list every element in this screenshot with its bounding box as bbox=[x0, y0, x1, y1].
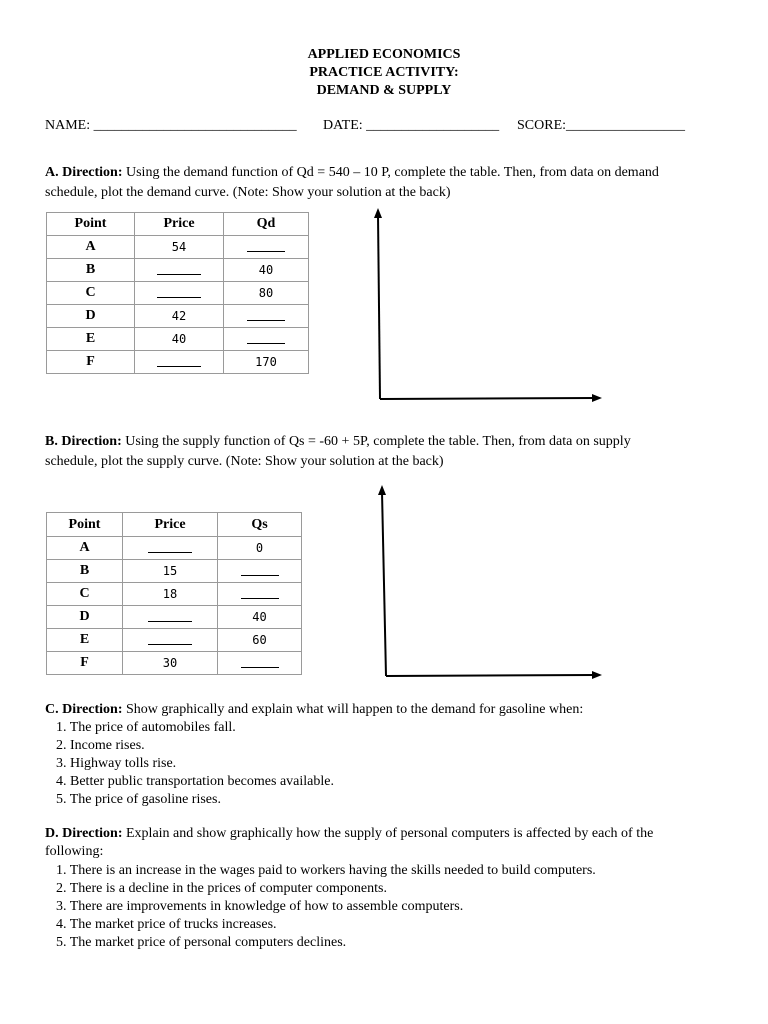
title-line-2: PRACTICE ACTIVITY: bbox=[309, 65, 459, 80]
q-cell: 170 bbox=[224, 351, 309, 374]
q-cell: 40 bbox=[224, 259, 309, 282]
answer-blank bbox=[135, 259, 224, 282]
q-cell: 80 bbox=[224, 282, 309, 305]
supply-graph-axes bbox=[365, 482, 615, 682]
point-cell: F bbox=[47, 652, 123, 675]
blank-line bbox=[241, 563, 279, 576]
point-cell: C bbox=[47, 583, 123, 606]
col-header-qs: Qs bbox=[218, 513, 302, 537]
price-cell: 30 bbox=[123, 652, 218, 675]
title-line-3: DEMAND & SUPPLY bbox=[316, 83, 452, 98]
col-header-price: Price bbox=[123, 513, 218, 537]
table-row bbox=[47, 606, 302, 629]
answer-blank bbox=[123, 629, 218, 652]
point-cell: F bbox=[47, 351, 135, 374]
section-b-direction bbox=[45, 434, 631, 450]
list-item: 3. Highway tolls rise. bbox=[56, 756, 177, 771]
blank-line bbox=[241, 586, 279, 599]
section-c-list bbox=[56, 719, 334, 809]
answer-blank bbox=[218, 652, 302, 675]
table-row bbox=[47, 537, 302, 560]
point-cell: E bbox=[47, 328, 135, 351]
score-field: SCORE:_________________ bbox=[517, 118, 686, 133]
blank-line bbox=[247, 308, 285, 321]
q-cell: 0 bbox=[218, 537, 302, 560]
demand-graph-axes bbox=[360, 205, 610, 405]
blank-line bbox=[148, 632, 192, 645]
col-header-price: Price bbox=[135, 213, 224, 236]
section-b-text-2: schedule, plot the supply curve. (Note: Show your solution at the back) bbox=[45, 454, 444, 469]
point-cell: E bbox=[47, 629, 123, 652]
col-header-qd: Qd bbox=[224, 213, 309, 236]
table-row bbox=[47, 351, 309, 374]
col-header-point: Point bbox=[47, 513, 123, 537]
table-row bbox=[47, 560, 302, 583]
section-c-direction bbox=[45, 702, 583, 718]
section-d-label: D. Direction: bbox=[45, 826, 123, 841]
table-row bbox=[47, 259, 309, 282]
section-c-label: C. Direction: bbox=[45, 702, 123, 717]
point-cell: B bbox=[47, 560, 123, 583]
answer-blank bbox=[224, 305, 309, 328]
point-cell: A bbox=[47, 236, 135, 259]
price-cell: 42 bbox=[135, 305, 224, 328]
table-row bbox=[47, 583, 302, 606]
date-field: DATE: ___________________ bbox=[323, 118, 500, 133]
answer-blank bbox=[224, 328, 309, 351]
price-cell: 40 bbox=[135, 328, 224, 351]
point-cell: B bbox=[47, 259, 135, 282]
table-row bbox=[47, 328, 309, 351]
answer-blank bbox=[218, 560, 302, 583]
answer-blank bbox=[135, 351, 224, 374]
section-b-label: B. Direction: bbox=[45, 434, 122, 449]
list-item: 1. The price of automobiles fall. bbox=[56, 720, 236, 735]
blank-line bbox=[148, 609, 192, 622]
blank-line bbox=[247, 239, 285, 252]
point-cell: D bbox=[47, 305, 135, 328]
point-cell: C bbox=[47, 282, 135, 305]
answer-blank bbox=[123, 606, 218, 629]
section-a-label: A. Direction: bbox=[45, 165, 123, 180]
list-item: 5. The price of gasoline rises. bbox=[56, 792, 221, 807]
name-field: NAME: _____________________________ bbox=[45, 118, 297, 133]
q-cell: 60 bbox=[218, 629, 302, 652]
table-row bbox=[47, 282, 309, 305]
demand-table bbox=[46, 212, 309, 374]
section-a-text-1: Using the demand function of Qd = 540 – 10 P, complete the table. Then, from data on demand bbox=[122, 165, 659, 180]
point-cell: D bbox=[47, 606, 123, 629]
list-item: 4. Better public transportation becomes available. bbox=[56, 774, 334, 789]
blank-line bbox=[157, 354, 201, 367]
list-item: 1. There is an increase in the wages paid to workers having the skills needed to build computers. bbox=[56, 863, 596, 878]
blank-line bbox=[247, 331, 285, 344]
price-cell: 18 bbox=[123, 583, 218, 606]
section-d-direction bbox=[45, 826, 653, 842]
section-c-text: Show graphically and explain what will happen to the demand for gasoline when: bbox=[122, 702, 584, 717]
point-cell: A bbox=[47, 537, 123, 560]
col-header-point: Point bbox=[47, 213, 135, 236]
section-a-text-2: schedule, plot the demand curve. (Note: Show your solution at the back) bbox=[45, 185, 451, 200]
blank-line bbox=[157, 285, 201, 298]
table-row bbox=[47, 236, 309, 259]
blank-line bbox=[148, 540, 192, 553]
title-line-1: APPLIED ECONOMICS bbox=[307, 47, 461, 62]
answer-blank bbox=[224, 236, 309, 259]
list-item: 2. There is a decline in the prices of computer components. bbox=[56, 881, 387, 896]
list-item: 5. The market price of personal computers declines. bbox=[56, 935, 347, 950]
list-item: 2. Income rises. bbox=[56, 738, 145, 753]
table-row bbox=[47, 652, 302, 675]
section-d-list bbox=[56, 862, 596, 952]
list-item: 3. There are improvements in knowledge of how to assemble computers. bbox=[56, 899, 464, 914]
section-d-text-1: Explain and show graphically how the supply of personal computers is affected by each of the bbox=[122, 826, 654, 841]
price-cell: 54 bbox=[135, 236, 224, 259]
blank-line bbox=[241, 655, 279, 668]
section-d-text-2: following: bbox=[45, 844, 104, 859]
section-b-text-1: Using the supply function of Qs = -60 + 5P, complete the table. Then, from data on supply bbox=[121, 434, 631, 449]
supply-table bbox=[46, 512, 302, 675]
answer-blank bbox=[218, 583, 302, 606]
answer-blank bbox=[135, 282, 224, 305]
section-a-direction bbox=[45, 165, 659, 181]
q-cell: 40 bbox=[218, 606, 302, 629]
table-row bbox=[47, 629, 302, 652]
price-cell: 15 bbox=[123, 560, 218, 583]
list-item: 4. The market price of trucks increases. bbox=[56, 917, 277, 932]
blank-line bbox=[157, 262, 201, 275]
table-row bbox=[47, 305, 309, 328]
answer-blank bbox=[123, 537, 218, 560]
